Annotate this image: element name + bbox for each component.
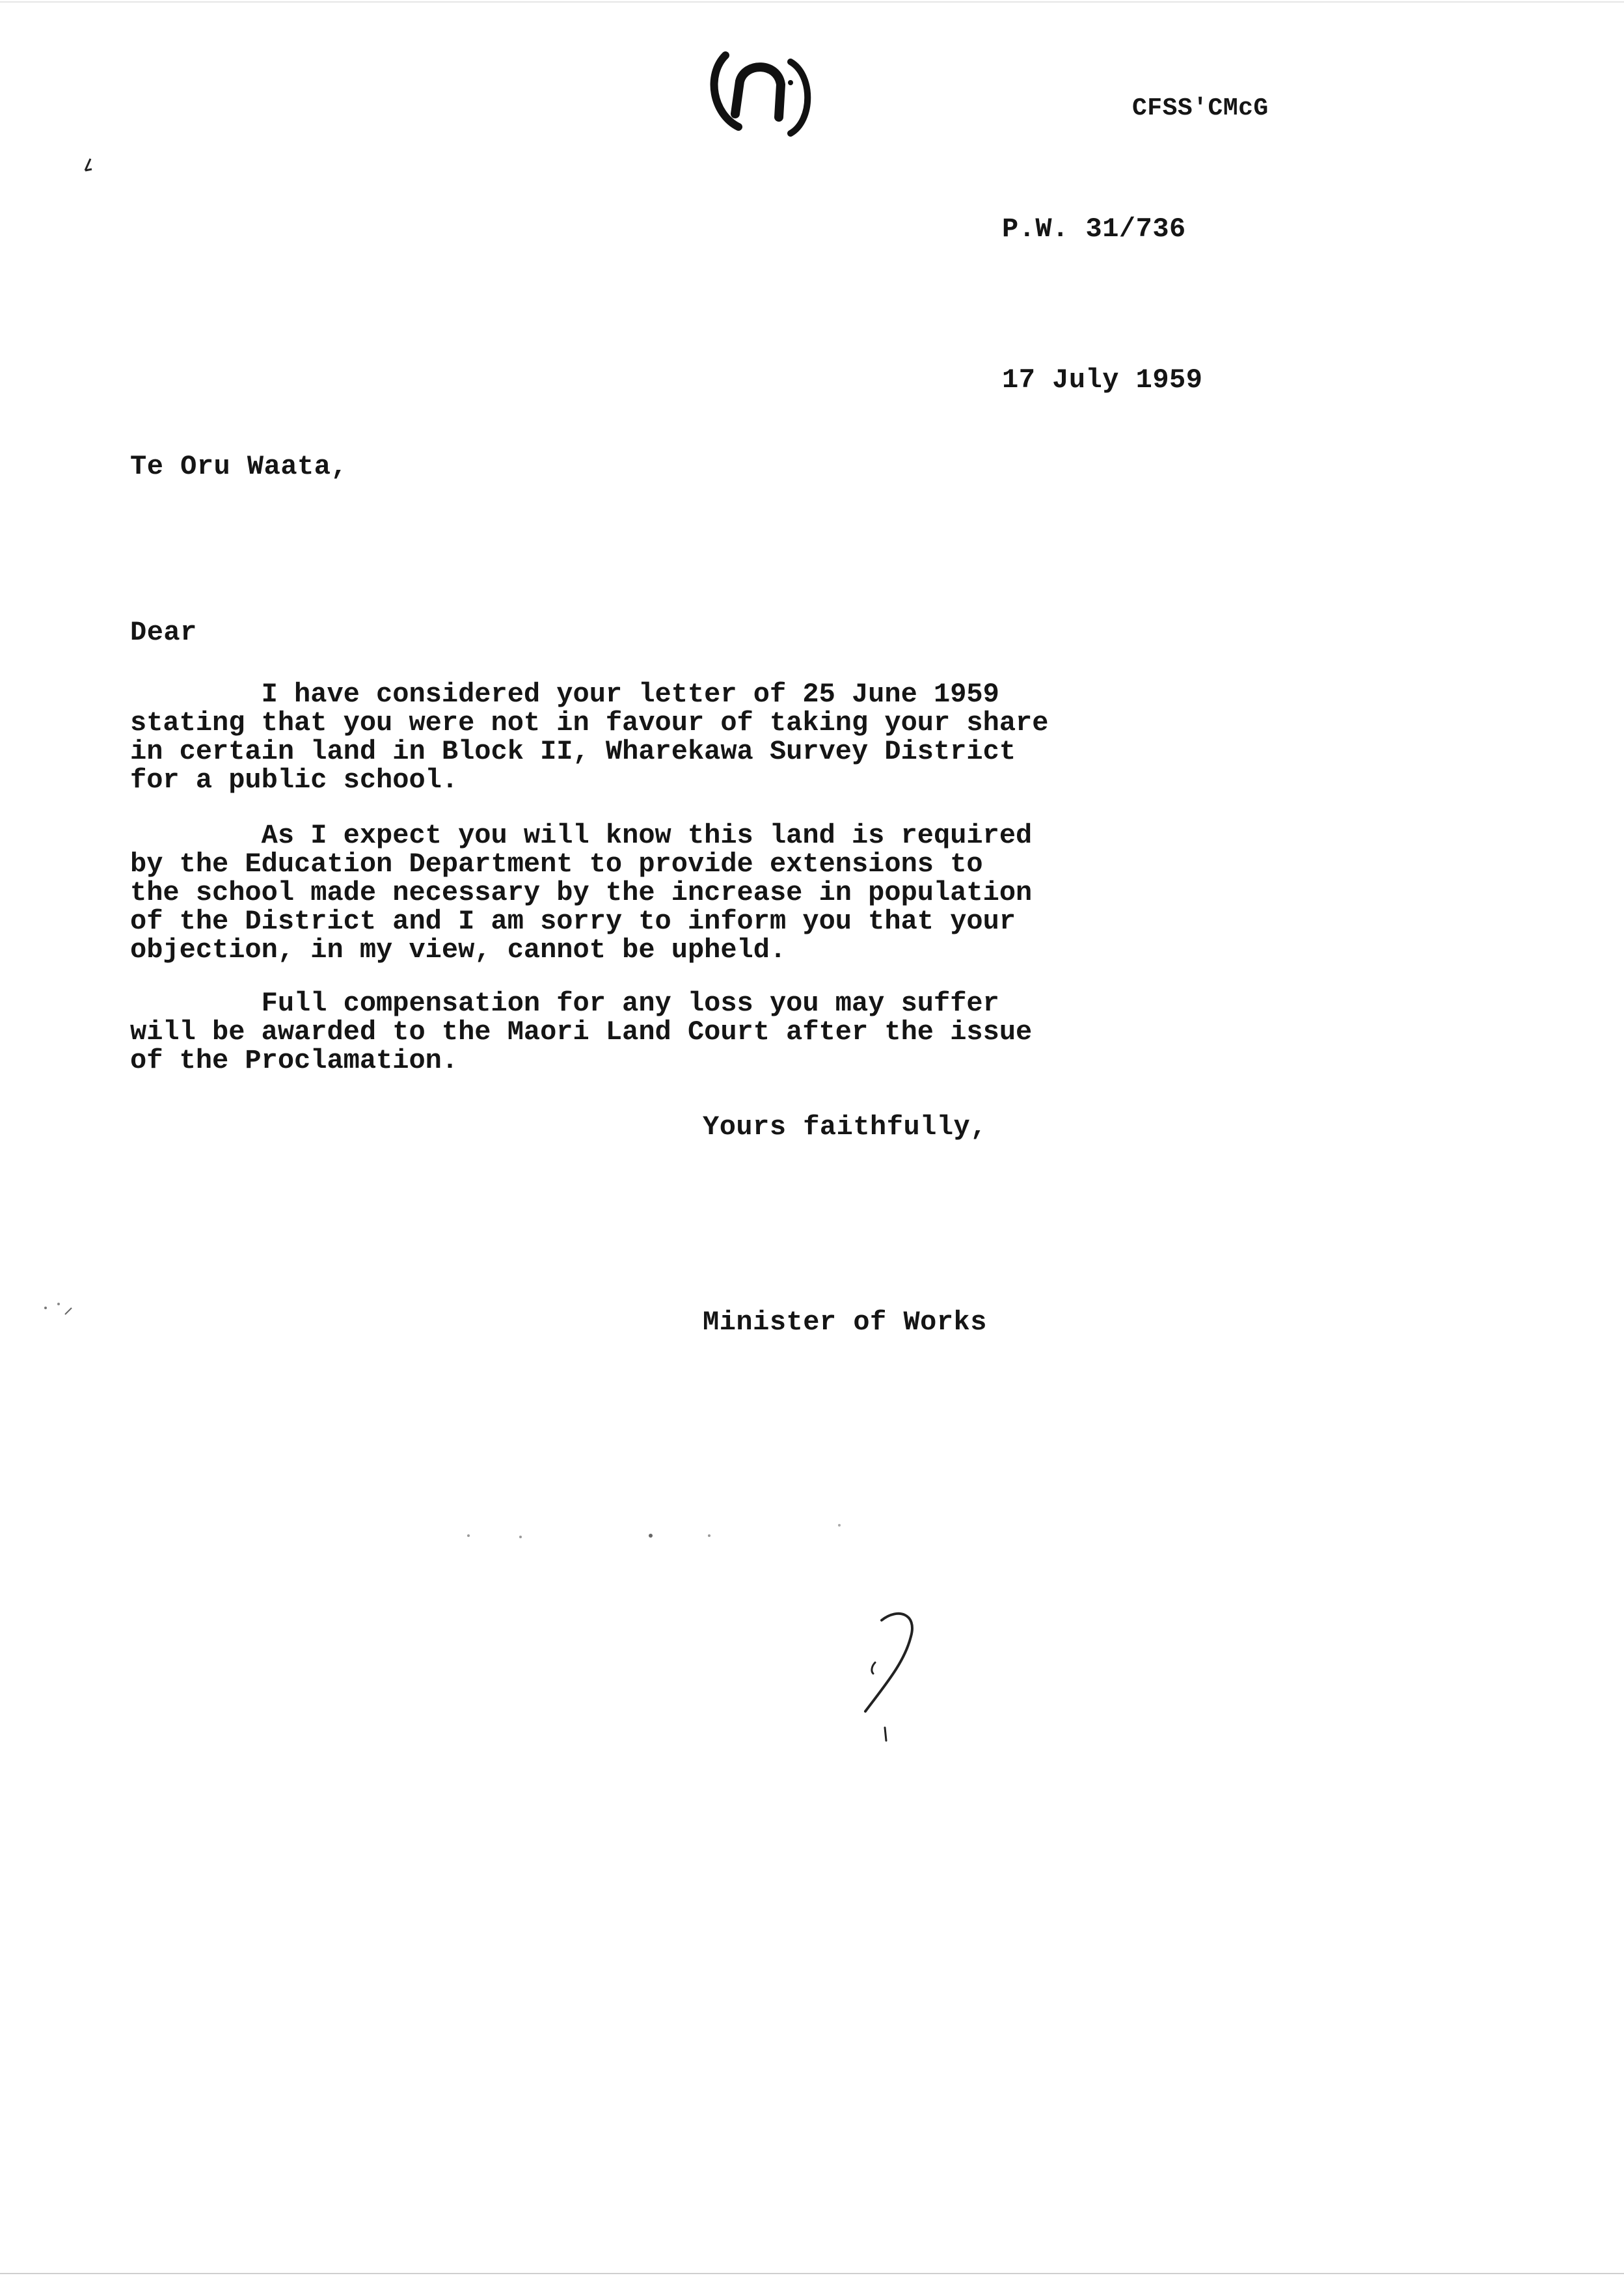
handwritten-monogram-icon: [693, 36, 830, 140]
scan-edge-top: [0, 1, 1624, 3]
paragraph-line: in certain land in Block II, Wharekawa Survey District: [130, 736, 1016, 767]
paragraph-line: stating that you were not in favour of taking your share: [130, 707, 1049, 739]
reference-initials: CFSS'CMcG: [1132, 94, 1269, 122]
scan-specks: [39, 1295, 104, 1321]
handwritten-signature: [846, 1601, 937, 1750]
paragraph-line: the school made necessary by the increase in population: [130, 877, 1033, 908]
body-paragraph-3: [130, 989, 1145, 1075]
paragraph-line: for a public school.: [130, 765, 459, 796]
paragraph-line: of the District and I am sorry to inform you that your: [130, 906, 1016, 937]
paragraph-line: will be awarded to the Maori Land Court after the issue: [130, 1016, 1033, 1048]
signatory-title: Minister of Works: [703, 1307, 987, 1338]
paragraph-line: Full compensation for any loss you may suffer: [130, 988, 999, 1019]
paragraph-line: I have considered your letter of 25 June 1959: [130, 679, 999, 710]
paragraph-line: objection, in my view, cannot be upheld.: [130, 934, 787, 966]
margin-tick-mark: [81, 156, 94, 176]
scan-edge-bottom: [0, 2273, 1624, 2274]
addressee: Te Oru Waata,: [130, 451, 348, 482]
file-number: P.W. 31/736: [1002, 213, 1186, 245]
salutation: Dear: [130, 617, 197, 648]
scan-dots: [455, 1523, 846, 1549]
body-paragraph-2: [130, 821, 1145, 964]
paragraph-line: As I expect you will know this land is required: [130, 820, 1033, 851]
paragraph-line: by the Education Department to provide extensions to: [130, 849, 983, 880]
paragraph-line: of the Proclamation.: [130, 1045, 459, 1076]
body-paragraph-1: [130, 680, 1145, 795]
letter-date: 17 July 1959: [1002, 364, 1203, 396]
closing: Yours faithfully,: [703, 1111, 987, 1143]
